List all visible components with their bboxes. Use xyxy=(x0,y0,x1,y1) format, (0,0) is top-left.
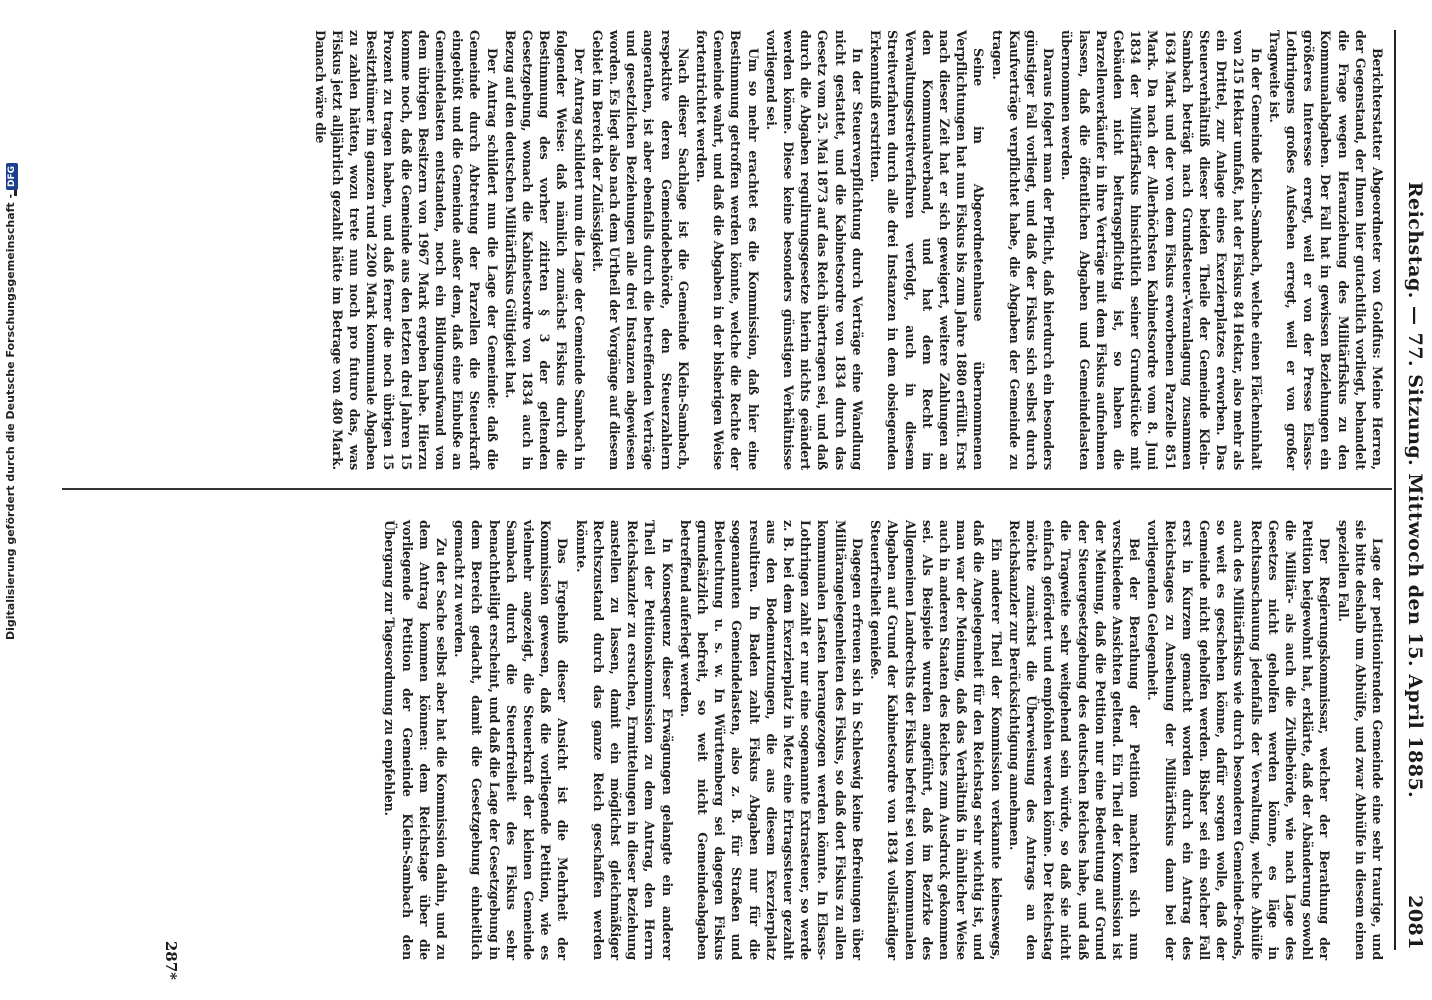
dfg-logo: DFG xyxy=(6,163,18,190)
left-column-paragraph: Der Antrag schildert nun die Lage der Gemeinde Sambach in folgender Weise: daß nämlich zunächst Fiskus durch die Bestimmung des vorher zitirten § 3 der geltenden Gesetzgebung, wonach die Kabinetsordre von 1834 auch in Bezug auf den deutschen Militärfiskus Gültigkeit hat. xyxy=(502,30,587,470)
left-column-paragraph: Berichterstatter Abgeordneter von Goldfus: Meine Herren, der Gegenstand, der Ihnen hier gutachtlich vorliegt, behandelt die Frage wegen Heranziehung des Militärfiskus zu den Kommunalabgaben. Der Fall hat in gewissen Beziehungen ein größeres Interesse erregt, weil er von der Presse Elsass-Lothringens großes Aufsehen erregt, weil er von großer Tragweite ist. xyxy=(1266,30,1385,470)
column-divider xyxy=(62,488,1392,490)
left-column-paragraph: Nach dieser Sachlage ist die Gemeinde Klein-Sambach, respektive deren Gemeindebehörde, den Steuerzahlern angerathen, ist aber ebenfalls durch die betreffenden Verträge und gesetzlichen Beziehungen alle drei Instanzen abgewiesen worden. Es liegt also nach dem Urtheil der Vorgänge auf diesem Gebiet im Bereich der Zulässigkeit. xyxy=(589,30,691,470)
right-column-paragraph: Dagegen erfreuen sich in Schleswig keine Befreiungen über Militärangelegenheiten des Fiskus, so daß dort Fiskus zu allen kommunalen Lasten herangezogen werden könnte. In Elsass-Lothringen zahlt er nur eine sogenannte Extrasteuer, so werde z. B. bei dem Exerzierplatz in Metz eine Ertragssteuer gezahlt aus den Bodennutzungen, die aus diesem Exerzierplatz resultiren. In Baden zahlt Fiskus Abgaben nur für die sogenannten Gemeindelasten, also z. B. für Straßen und Beleuchtung u. s. w. In Württemberg sei dagegen Fiskus grundsätzlich befreit, so weit nicht Gemeindeabgaben betreffend auferlegt werden. xyxy=(677,520,865,960)
digitization-footer xyxy=(4,165,18,640)
left-column-paragraph: Daraus folgert man der Pflicht, daß hierdurch ein besonders günstiger Fall vorliegt, und daß der Fiskus sich selbst durch Kaufverträge verpflichtet habe, die Abgaben der Gemeinde zu tragen. xyxy=(989,30,1057,470)
right-column-paragraph: Bei der Berathung der Petition machten sich nun verschiedene Ansichten geltend. Ein Theil der Kommission ist der Meinung, daß die Petition nur eine Bedeutung auf Grund der Steuergesetzgebung des deutschen Reiches habe, und daß die Tragweite sehr weitgehend sein würde, so daß sie nicht einfach gefördert und empfohlen werden könne. Der Reichstag möchte zunächst die Überweisung des Antrags an den Reichskanzler zur Berücksichtigung annehmen. xyxy=(1006,520,1143,960)
running-head-title: Reichstag. — 77. Sitzung. Mittwoch den 15. April 1885. xyxy=(1404,181,1426,799)
signature-mark: 287* xyxy=(162,940,180,980)
left-column-paragraph: Der Antrag schildert nun die Lage der Gemeinde: daß die Gemeinde durch Abtretung der Parzellen die Steuerkraft eingebüßt und die Gemeinde außer dem, daß eine Einbuße an Gemeindelasten entstanden, noch ein Bildungsaufwand von dem übrigen Besitzern von 1967 Mark ergeben habe. Hierzu komme noch, daß die Gemeinde aus den letzten drei Jahren 15 Prozent zu tragen haben, und daß ferner die noch übrigen 15 Besitzthümer im ganzen rund 2200 Mark kommunale Abgaben zu zahlen hätten, wozu trete nun noch pro futuro das, was Fiskus jetzt alljährlich gezahlt hätte im Betrage von 480 Mark. Danach wäre die xyxy=(312,30,500,470)
right-column-paragraph: Das Ergebniß dieser Ansicht ist die Mehrheit der Kommission gewesen, daß die vorliegende Petition, wie es vielmehr angezeigt, die Steuerkraft der kleinen Gemeinde Sambach durch die Steuerfreiheit des Fiskus sehr benachtheiligt erscheint, und daß die Lage der Gesetzgebung in dem Bereich gedacht, damit die Gesetzgebung einheitlich gemacht zu werden. xyxy=(452,520,571,960)
left-column-paragraph: In der Gemeinde Klein-Sambach, welche einen Flächeninhalt von 215 Hektar umfaßt, hat der Fiskus 84 Hektar, also mehr als ein Drittel, zur Anlage eines Exerzierplatzes erworben. Das Steuerverhältniß dieser beiden Theile der Gemeinde Klein-Sambach beträgt nach Grundsteuer-Veranlagung zusammen 1634 Mark und der von dem Fiskus erworbenen Parzelle 851 Mark. Da nach der Allerhöchsten Kabinetsordre vom 8. Juni 1834 der Militärfiskus hinsichtlich seiner Grundstücke mit Gebäuden nicht beitragspflichtig ist, so haben die Parzellenverkäufer in ihre Verträge mit dem Fiskus aufnehmen lassen, daß die öffentlichen Abgaben und Gemeindelasten übernommen werden. xyxy=(1059,30,1264,470)
document-page xyxy=(40,0,1430,980)
page-number: 2081 xyxy=(1404,895,1426,950)
footer-text: Digitalisierung gefördert durch die Deutsche Forschungsgemeinschaft - xyxy=(4,193,17,640)
left-column-paragraph: Seine im Abgeordnetenhause übernommenen Verpflichtungen hat nun Fiskus bis zum Jahre 1880 erfüllt. Erst nach dieser Zeit hat er sich geweigert, weitere Zahlungen an den Kommunalverband, und hat dem Recht im Verwaltungsstreitverfahren verfolgt, auch in diesem Streitverfahren durch alle drei Instanzen in dem obsiegenden Erkenntniß erstritten. xyxy=(868,30,987,470)
left-column-paragraph: In der Steuerverpflichtung durch Verträge eine Wandlung nicht gestattet, und die Kabinetsordre von 1834 durch das Gesetz vom 25. Mai 1873 auf das Reich übertragen sei, und daß durch die Abgaben regulirungsgesetze hierin nichts geändert werden könne. Diese keine besonders günstigen Verhältnisse vorliegend sei. xyxy=(763,30,865,470)
running-head xyxy=(1394,30,1430,950)
right-column-paragraph: Lage der petitionirenden Gemeinde eine sehr traurige, und sie bitte deshalb um Abhülfe, und zwar Abhülfe in diesem einen speziellen Fall. xyxy=(1335,520,1385,960)
right-column-paragraph: Der Regierungskommissar, welcher der Berathung der Petition beigewohnt hat, erklärte, daß der Abänderung sowohl die Militär- als auch die Zivilbehörde, wie nach Lage des Gesetzes nicht geholfen werden könne, es läge in Rechtsanschauung jedenfalls der Verwaltung, welche Abhülfe auch des Militärfiskus wie durch besonderen Gemeinde-Fonds, so weit es geschehen könne, dafür sorgen wolle, daß der Gemeinde nicht geholfen werden. Bisher sei ein solcher Fall erst in Kurzem gemacht worden durch ein Antrag des Reichstages zu Ansehung der Militärfiskus dann bei der vorliegenden Gelegenheit. xyxy=(1145,520,1333,960)
right-column-paragraph: In Konsequenz dieser Erwägungen gelangte ein anderer Theil der Petitionskommission zu dem Antrag, den Herrn Reichskanzler zu ersuchen, Ermittelungen in dieser Beziehung anstellen zu lassen, damit ein möglichst gleichmäßiger Rechtszustand durch das ganze Reich geschaffen werden könnte. xyxy=(573,520,675,960)
right-column-paragraph: Ein anderer Theil der Kommission verkannte keineswegs, daß die Angelegenheit für den Reichstag sehr wichtig ist, und man war der Meinung, daß das Verhältniß in ähnlicher Weise auch in anderen Staaten des Reiches zum Ausdruck gekommen sei. Als Beispiele wurden angeführt, daß im Bezirke des Allgemeinen Landrechts der Fiskus befreit sei von kommunalen Abgaben auf Grund der Kabinetsordre von 1834 vollständiger Steuerfreiheit genieße. xyxy=(868,520,1004,960)
right-column-paragraph: Zu der Sache selbst aber hat die Kommission dahin, und zu dem Antrag kommen können: dem Reichstage über die vorliegende Petition der Gemeinde Klein-Sambach den Übergang zur Tagesordnung zu empfehlen. xyxy=(382,520,450,960)
left-column xyxy=(310,30,1386,470)
right-column xyxy=(380,520,1386,960)
left-column-paragraph: Um so mehr erachtet es die Kommission, daß hier eine Bestimmung getroffen werden könnte, welche die Rechte der Gemeinde wahrt, und daß die Abgaben in der bisherigen Weise fortentrichtet werden. xyxy=(694,30,761,470)
